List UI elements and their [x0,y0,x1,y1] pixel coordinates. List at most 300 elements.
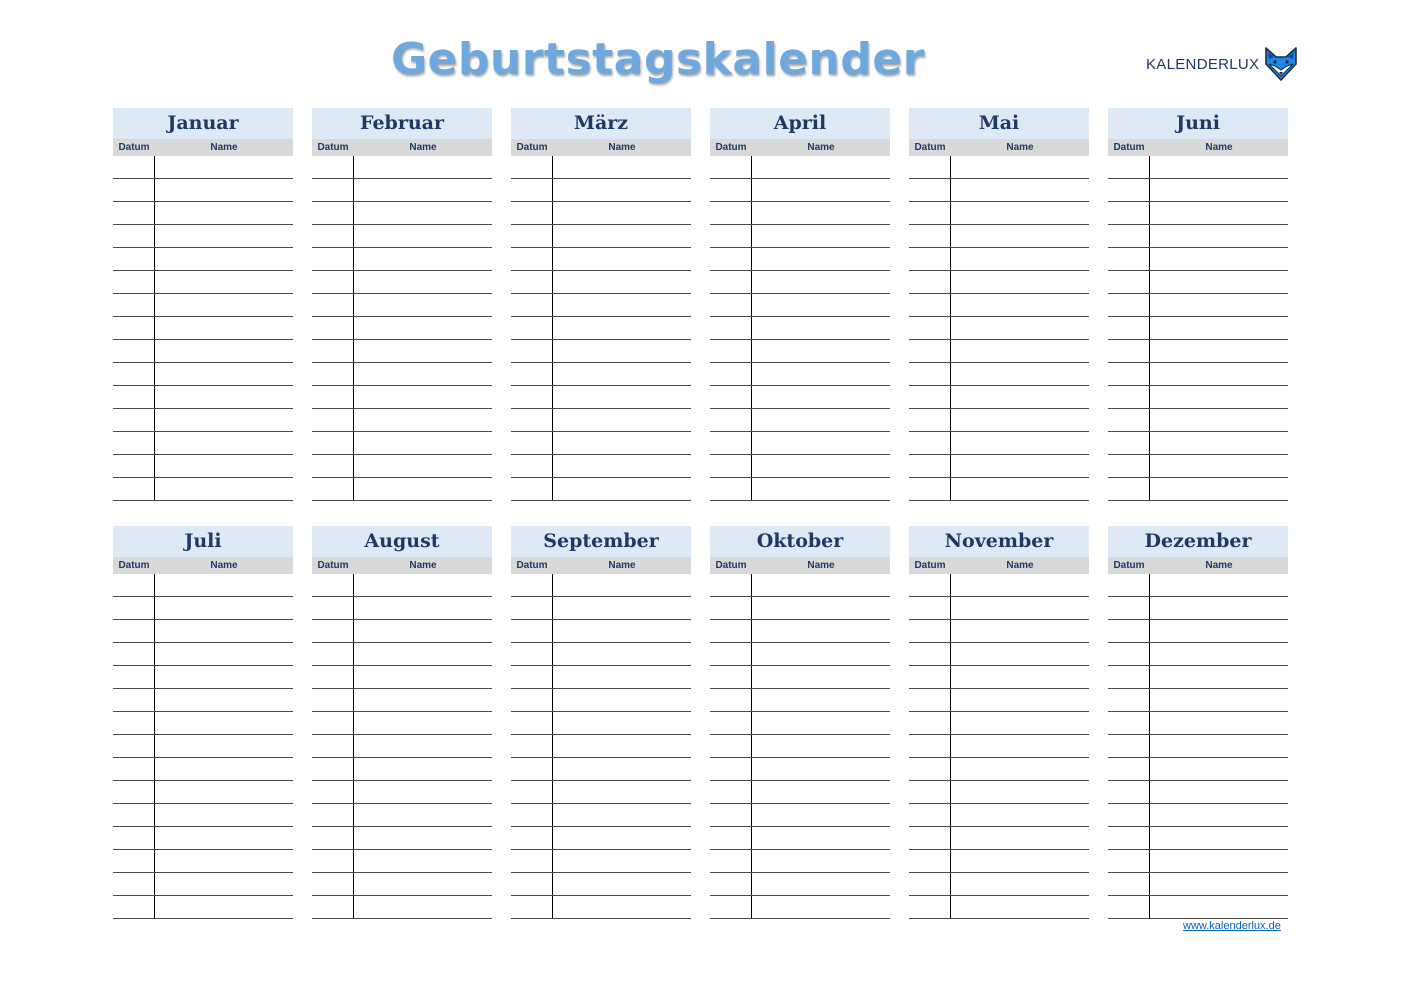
date-cell[interactable] [909,574,951,596]
name-cell[interactable] [1150,758,1288,780]
name-cell[interactable] [155,758,293,780]
date-cell[interactable] [1108,248,1150,270]
name-cell[interactable] [155,409,293,431]
date-cell[interactable] [909,179,951,201]
date-cell[interactable] [113,689,155,711]
name-cell[interactable] [155,156,293,178]
website-link[interactable]: www.kalenderlux.de [1183,920,1281,932]
name-cell[interactable] [553,294,691,316]
date-cell[interactable] [511,317,553,339]
date-cell[interactable] [511,804,553,826]
date-cell[interactable] [113,340,155,362]
date-cell[interactable] [511,340,553,362]
name-cell[interactable] [553,478,691,500]
name-cell[interactable] [752,643,890,665]
name-cell[interactable] [155,896,293,918]
name-cell[interactable] [553,620,691,642]
name-cell[interactable] [1150,409,1288,431]
date-cell[interactable] [113,643,155,665]
date-cell[interactable] [909,620,951,642]
name-cell[interactable] [354,873,492,895]
date-cell[interactable] [511,409,553,431]
date-cell[interactable] [909,689,951,711]
name-cell[interactable] [354,850,492,872]
name-cell[interactable] [354,225,492,247]
date-cell[interactable] [1108,271,1150,293]
date-cell[interactable] [511,758,553,780]
date-cell[interactable] [1108,804,1150,826]
name-cell[interactable] [1150,896,1288,918]
name-cell[interactable] [354,574,492,596]
date-cell[interactable] [710,225,752,247]
date-cell[interactable] [511,781,553,803]
date-cell[interactable] [1108,781,1150,803]
name-cell[interactable] [354,620,492,642]
date-cell[interactable] [1108,455,1150,477]
date-cell[interactable] [909,294,951,316]
date-cell[interactable] [312,574,354,596]
date-cell[interactable] [312,666,354,688]
name-cell[interactable] [155,873,293,895]
date-cell[interactable] [909,666,951,688]
date-cell[interactable] [909,455,951,477]
date-cell[interactable] [312,873,354,895]
date-cell[interactable] [1108,432,1150,454]
date-cell[interactable] [113,873,155,895]
date-cell[interactable] [710,689,752,711]
date-cell[interactable] [909,850,951,872]
name-cell[interactable] [951,873,1089,895]
date-cell[interactable] [710,666,752,688]
name-cell[interactable] [354,340,492,362]
name-cell[interactable] [951,386,1089,408]
date-cell[interactable] [1108,827,1150,849]
name-cell[interactable] [1150,574,1288,596]
date-cell[interactable] [511,432,553,454]
date-cell[interactable] [1108,409,1150,431]
name-cell[interactable] [354,317,492,339]
date-cell[interactable] [312,781,354,803]
name-cell[interactable] [951,689,1089,711]
name-cell[interactable] [155,804,293,826]
date-cell[interactable] [511,271,553,293]
date-cell[interactable] [710,409,752,431]
date-cell[interactable] [710,363,752,385]
name-cell[interactable] [553,409,691,431]
date-cell[interactable] [710,156,752,178]
name-cell[interactable] [752,386,890,408]
name-cell[interactable] [553,179,691,201]
name-cell[interactable] [553,781,691,803]
name-cell[interactable] [1150,597,1288,619]
date-cell[interactable] [312,340,354,362]
date-cell[interactable] [312,317,354,339]
name-cell[interactable] [553,363,691,385]
date-cell[interactable] [909,643,951,665]
name-cell[interactable] [752,294,890,316]
name-cell[interactable] [951,271,1089,293]
name-cell[interactable] [155,363,293,385]
date-cell[interactable] [113,478,155,500]
date-cell[interactable] [710,712,752,734]
name-cell[interactable] [553,455,691,477]
date-cell[interactable] [312,712,354,734]
name-cell[interactable] [553,896,691,918]
name-cell[interactable] [752,432,890,454]
date-cell[interactable] [113,758,155,780]
date-cell[interactable] [1108,620,1150,642]
date-cell[interactable] [710,248,752,270]
name-cell[interactable] [155,597,293,619]
date-cell[interactable] [710,735,752,757]
name-cell[interactable] [354,666,492,688]
name-cell[interactable] [951,827,1089,849]
name-cell[interactable] [155,620,293,642]
name-cell[interactable] [1150,478,1288,500]
name-cell[interactable] [354,478,492,500]
date-cell[interactable] [113,712,155,734]
date-cell[interactable] [710,179,752,201]
date-cell[interactable] [1108,478,1150,500]
date-cell[interactable] [909,896,951,918]
date-cell[interactable] [511,225,553,247]
name-cell[interactable] [553,156,691,178]
name-cell[interactable] [951,478,1089,500]
name-cell[interactable] [752,340,890,362]
date-cell[interactable] [909,317,951,339]
name-cell[interactable] [1150,781,1288,803]
date-cell[interactable] [1108,850,1150,872]
name-cell[interactable] [553,248,691,270]
name-cell[interactable] [951,712,1089,734]
date-cell[interactable] [1108,896,1150,918]
name-cell[interactable] [354,735,492,757]
date-cell[interactable] [1108,689,1150,711]
date-cell[interactable] [312,597,354,619]
date-cell[interactable] [312,271,354,293]
date-cell[interactable] [909,363,951,385]
name-cell[interactable] [553,202,691,224]
date-cell[interactable] [312,294,354,316]
date-cell[interactable] [511,643,553,665]
date-cell[interactable] [909,248,951,270]
name-cell[interactable] [752,804,890,826]
name-cell[interactable] [951,735,1089,757]
date-cell[interactable] [909,804,951,826]
date-cell[interactable] [710,643,752,665]
date-cell[interactable] [909,340,951,362]
date-cell[interactable] [710,873,752,895]
name-cell[interactable] [1150,432,1288,454]
date-cell[interactable] [511,896,553,918]
date-cell[interactable] [909,597,951,619]
date-cell[interactable] [1108,666,1150,688]
date-cell[interactable] [909,432,951,454]
name-cell[interactable] [1150,666,1288,688]
name-cell[interactable] [951,643,1089,665]
date-cell[interactable] [710,340,752,362]
brand-logo[interactable] [1146,46,1299,82]
name-cell[interactable] [752,478,890,500]
name-cell[interactable] [951,455,1089,477]
date-cell[interactable] [113,620,155,642]
name-cell[interactable] [752,827,890,849]
name-cell[interactable] [1150,317,1288,339]
name-cell[interactable] [354,363,492,385]
date-cell[interactable] [113,781,155,803]
name-cell[interactable] [951,432,1089,454]
name-cell[interactable] [354,804,492,826]
name-cell[interactable] [155,574,293,596]
name-cell[interactable] [951,620,1089,642]
name-cell[interactable] [951,179,1089,201]
name-cell[interactable] [354,455,492,477]
date-cell[interactable] [312,896,354,918]
name-cell[interactable] [553,432,691,454]
date-cell[interactable] [113,432,155,454]
date-cell[interactable] [312,432,354,454]
date-cell[interactable] [710,850,752,872]
name-cell[interactable] [752,850,890,872]
date-cell[interactable] [909,735,951,757]
date-cell[interactable] [312,850,354,872]
date-cell[interactable] [909,271,951,293]
date-cell[interactable] [710,896,752,918]
date-cell[interactable] [511,689,553,711]
name-cell[interactable] [354,827,492,849]
name-cell[interactable] [951,156,1089,178]
date-cell[interactable] [312,620,354,642]
date-cell[interactable] [710,202,752,224]
name-cell[interactable] [1150,156,1288,178]
date-cell[interactable] [113,827,155,849]
date-cell[interactable] [312,735,354,757]
name-cell[interactable] [354,179,492,201]
name-cell[interactable] [354,712,492,734]
date-cell[interactable] [113,156,155,178]
name-cell[interactable] [1150,271,1288,293]
date-cell[interactable] [312,409,354,431]
date-cell[interactable] [511,202,553,224]
name-cell[interactable] [155,225,293,247]
name-cell[interactable] [354,156,492,178]
date-cell[interactable] [710,597,752,619]
name-cell[interactable] [155,340,293,362]
date-cell[interactable] [1108,225,1150,247]
name-cell[interactable] [553,225,691,247]
name-cell[interactable] [1150,827,1288,849]
name-cell[interactable] [155,478,293,500]
date-cell[interactable] [1108,574,1150,596]
name-cell[interactable] [951,781,1089,803]
date-cell[interactable] [710,317,752,339]
date-cell[interactable] [113,248,155,270]
date-cell[interactable] [909,386,951,408]
name-cell[interactable] [354,432,492,454]
name-cell[interactable] [553,643,691,665]
name-cell[interactable] [752,689,890,711]
name-cell[interactable] [354,597,492,619]
name-cell[interactable] [155,666,293,688]
name-cell[interactable] [155,781,293,803]
date-cell[interactable] [312,156,354,178]
date-cell[interactable] [909,781,951,803]
name-cell[interactable] [553,827,691,849]
date-cell[interactable] [312,179,354,201]
name-cell[interactable] [553,386,691,408]
name-cell[interactable] [1150,363,1288,385]
name-cell[interactable] [1150,179,1288,201]
name-cell[interactable] [155,317,293,339]
name-cell[interactable] [553,758,691,780]
date-cell[interactable] [1108,294,1150,316]
name-cell[interactable] [752,873,890,895]
date-cell[interactable] [312,202,354,224]
date-cell[interactable] [909,225,951,247]
name-cell[interactable] [553,597,691,619]
date-cell[interactable] [113,179,155,201]
name-cell[interactable] [951,574,1089,596]
name-cell[interactable] [553,666,691,688]
name-cell[interactable] [354,386,492,408]
name-cell[interactable] [1150,804,1288,826]
name-cell[interactable] [155,179,293,201]
date-cell[interactable] [312,363,354,385]
date-cell[interactable] [710,620,752,642]
date-cell[interactable] [312,827,354,849]
name-cell[interactable] [553,689,691,711]
date-cell[interactable] [113,363,155,385]
date-cell[interactable] [909,827,951,849]
name-cell[interactable] [951,340,1089,362]
date-cell[interactable] [909,409,951,431]
date-cell[interactable] [113,574,155,596]
name-cell[interactable] [1150,620,1288,642]
name-cell[interactable] [752,317,890,339]
name-cell[interactable] [951,850,1089,872]
date-cell[interactable] [1108,202,1150,224]
name-cell[interactable] [752,455,890,477]
date-cell[interactable] [511,735,553,757]
date-cell[interactable] [113,409,155,431]
date-cell[interactable] [511,455,553,477]
name-cell[interactable] [752,896,890,918]
date-cell[interactable] [710,432,752,454]
name-cell[interactable] [1150,386,1288,408]
name-cell[interactable] [951,804,1089,826]
name-cell[interactable] [553,340,691,362]
date-cell[interactable] [312,643,354,665]
date-cell[interactable] [113,317,155,339]
date-cell[interactable] [511,386,553,408]
name-cell[interactable] [553,271,691,293]
name-cell[interactable] [1150,689,1288,711]
date-cell[interactable] [909,478,951,500]
date-cell[interactable] [312,248,354,270]
name-cell[interactable] [752,758,890,780]
date-cell[interactable] [710,386,752,408]
name-cell[interactable] [951,597,1089,619]
date-cell[interactable] [113,294,155,316]
date-cell[interactable] [511,712,553,734]
name-cell[interactable] [752,248,890,270]
date-cell[interactable] [113,804,155,826]
name-cell[interactable] [553,804,691,826]
name-cell[interactable] [354,248,492,270]
name-cell[interactable] [1150,340,1288,362]
date-cell[interactable] [511,294,553,316]
name-cell[interactable] [951,363,1089,385]
name-cell[interactable] [752,574,890,596]
date-cell[interactable] [909,758,951,780]
name-cell[interactable] [1150,873,1288,895]
name-cell[interactable] [1150,735,1288,757]
date-cell[interactable] [710,804,752,826]
name-cell[interactable] [1150,643,1288,665]
date-cell[interactable] [710,478,752,500]
name-cell[interactable] [752,202,890,224]
date-cell[interactable] [511,873,553,895]
name-cell[interactable] [354,202,492,224]
name-cell[interactable] [553,317,691,339]
date-cell[interactable] [1108,643,1150,665]
date-cell[interactable] [1108,317,1150,339]
date-cell[interactable] [312,478,354,500]
name-cell[interactable] [951,896,1089,918]
name-cell[interactable] [354,896,492,918]
date-cell[interactable] [511,156,553,178]
name-cell[interactable] [155,850,293,872]
date-cell[interactable] [1108,363,1150,385]
date-cell[interactable] [1108,156,1150,178]
date-cell[interactable] [312,758,354,780]
name-cell[interactable] [1150,712,1288,734]
name-cell[interactable] [1150,850,1288,872]
date-cell[interactable] [710,455,752,477]
name-cell[interactable] [951,409,1089,431]
name-cell[interactable] [752,179,890,201]
name-cell[interactable] [951,317,1089,339]
date-cell[interactable] [511,620,553,642]
date-cell[interactable] [511,597,553,619]
date-cell[interactable] [1108,386,1150,408]
name-cell[interactable] [1150,294,1288,316]
date-cell[interactable] [113,735,155,757]
name-cell[interactable] [155,712,293,734]
name-cell[interactable] [752,225,890,247]
date-cell[interactable] [909,873,951,895]
name-cell[interactable] [553,574,691,596]
name-cell[interactable] [553,850,691,872]
date-cell[interactable] [1108,758,1150,780]
date-cell[interactable] [1108,735,1150,757]
name-cell[interactable] [354,781,492,803]
name-cell[interactable] [155,455,293,477]
date-cell[interactable] [511,179,553,201]
name-cell[interactable] [155,643,293,665]
name-cell[interactable] [354,271,492,293]
name-cell[interactable] [155,271,293,293]
name-cell[interactable] [951,248,1089,270]
name-cell[interactable] [553,873,691,895]
date-cell[interactable] [113,850,155,872]
name-cell[interactable] [752,156,890,178]
name-cell[interactable] [354,294,492,316]
name-cell[interactable] [155,248,293,270]
name-cell[interactable] [752,735,890,757]
date-cell[interactable] [113,225,155,247]
name-cell[interactable] [951,758,1089,780]
